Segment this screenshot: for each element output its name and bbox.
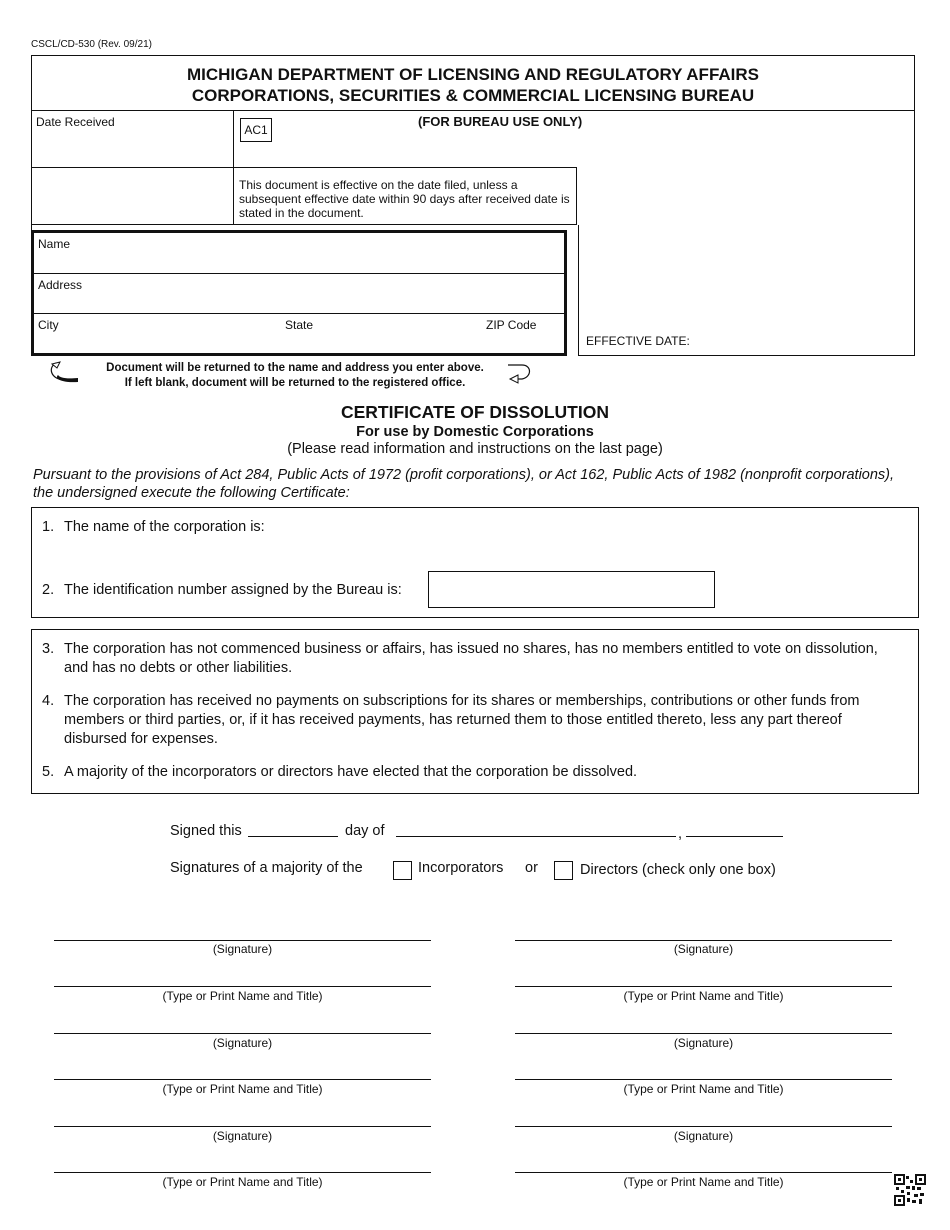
incorporators-label: Incorporators: [418, 860, 504, 876]
date-received-label: Date Received: [36, 115, 115, 129]
pursuant-statement: Pursuant to the provisions of Act 284, Public Acts of 1972 (profit corporations), or Act 162, Public Acts of 1982 (nonprofit corporations), the undersigned execute the following Certificate:: [33, 467, 895, 501]
signature-caption: (Signature): [673, 942, 734, 956]
signature-line[interactable]: [515, 1126, 892, 1127]
item-3: [42, 640, 902, 678]
curved-arrow-right-icon: [504, 361, 534, 385]
signed-month-input[interactable]: [396, 836, 676, 837]
address-field[interactable]: [34, 274, 564, 314]
name-title-caption: (Type or Print Name and Title): [162, 1175, 323, 1189]
signature-caption: (Signature): [212, 942, 273, 956]
item-1-text: The name of the corporation is:: [64, 519, 265, 535]
item-3-text: The corporation has not commenced business or affairs, has issued no shares, has no members entitled to vote on dissolution, and has no debts or other liabilities.: [64, 641, 878, 676]
signature-line[interactable]: [54, 940, 431, 941]
city-label: City: [38, 318, 59, 332]
item-1: [42, 518, 902, 537]
name-title-line[interactable]: [515, 986, 892, 987]
certificate-title: CERTIFICATE OF DISSOLUTION: [340, 402, 609, 422]
item-1-number: 1.: [42, 519, 55, 535]
item-5: [42, 763, 902, 782]
return-address-box: [31, 230, 567, 356]
majority-label: Signatures of a majority of the: [170, 860, 363, 876]
name-title-caption: (Type or Print Name and Title): [162, 989, 323, 1003]
return-note-line2: If left blank, document will be returned to the registered office.: [124, 376, 466, 389]
name-title-caption: (Type or Print Name and Title): [162, 1082, 323, 1096]
name-title-caption: (Type or Print Name and Title): [623, 1082, 784, 1096]
signed-day-input[interactable]: [248, 836, 338, 837]
item-4-text: The corporation has received no payments on subscriptions for its shares or memberships, contributions or other funds from members or third parties, or, if it has received payments, has returned them to those entitled thereto, less any part thereof disbursed for expenses.: [64, 693, 860, 747]
signed-this-label: Signed this: [170, 823, 242, 839]
agency-header-line2: CORPORATIONS, SECURITIES & COMMERCIAL LICENSING BUREAU: [191, 86, 755, 105]
state-label: State: [285, 318, 314, 332]
address-label: Address: [38, 278, 83, 292]
blank-bureau-cell: [31, 167, 234, 225]
name-title-caption: (Type or Print Name and Title): [623, 1175, 784, 1189]
item-4: [42, 692, 902, 749]
signature-caption: (Signature): [212, 1129, 273, 1143]
signature-line[interactable]: [54, 1126, 431, 1127]
signed-year-input[interactable]: [686, 836, 783, 837]
signature-line[interactable]: [54, 1033, 431, 1034]
identification-number-input[interactable]: [428, 571, 715, 608]
return-note-line1: Document will be returned to the name and address you enter above.: [106, 362, 484, 374]
ac1-box: AC1: [240, 118, 272, 142]
directors-checkbox[interactable]: [554, 861, 573, 880]
date-received-cell: [31, 110, 234, 168]
for-bureau-use-label: (FOR BUREAU USE ONLY): [418, 114, 583, 129]
incorporators-checkbox[interactable]: [393, 861, 412, 880]
certificate-subtitle: For use by Domestic Corporations: [356, 424, 594, 440]
name-field[interactable]: [34, 233, 564, 274]
name-title-line[interactable]: [515, 1172, 892, 1173]
item-5-text: A majority of the incorporators or directors have elected that the corporation be dissolved.: [64, 764, 638, 780]
agency-header-line1: MICHIGAN DEPARTMENT OF LICENSING AND REGULATORY AFFAIRS: [186, 65, 760, 84]
name-title-line[interactable]: [515, 1079, 892, 1080]
zip-label: ZIP Code: [486, 318, 537, 332]
city-state-zip-row[interactable]: [34, 314, 564, 353]
item-3-number: 3.: [42, 641, 55, 657]
item-4-number: 4.: [42, 693, 55, 709]
instructions-note: (Please read information and instructions on the last page): [287, 441, 663, 457]
effective-date-label: EFFECTIVE DATE:: [586, 334, 690, 348]
item-5-number: 5.: [42, 764, 55, 780]
or-label: or: [525, 860, 538, 876]
form-number: CSCL/CD-530 (Rev. 09/21): [31, 39, 152, 50]
directors-label: Directors (check only one box): [580, 862, 776, 878]
name-label: Name: [38, 237, 71, 251]
signature-caption: (Signature): [673, 1036, 734, 1050]
name-title-line[interactable]: [54, 1172, 431, 1173]
qr-code-icon: [894, 1174, 926, 1206]
name-title-caption: (Type or Print Name and Title): [623, 989, 784, 1003]
day-of-label: day of: [345, 823, 385, 839]
item-2-number: 2.: [42, 582, 55, 598]
agency-header: [31, 55, 915, 111]
signature-caption: (Signature): [673, 1129, 734, 1143]
item-2-text: The identification number assigned by the Bureau is:: [64, 582, 402, 598]
signature-caption: (Signature): [212, 1036, 273, 1050]
signature-line[interactable]: [515, 1033, 892, 1034]
signature-line[interactable]: [515, 940, 892, 941]
effective-note: This document is effective on the date filed, unless a subsequent effective date within 90 days after received date is stated in the document.: [233, 167, 577, 225]
return-note: [70, 361, 520, 390]
name-title-line[interactable]: [54, 986, 431, 987]
name-title-line[interactable]: [54, 1079, 431, 1080]
item-2: [42, 581, 432, 600]
date-comma: ,: [678, 826, 683, 842]
